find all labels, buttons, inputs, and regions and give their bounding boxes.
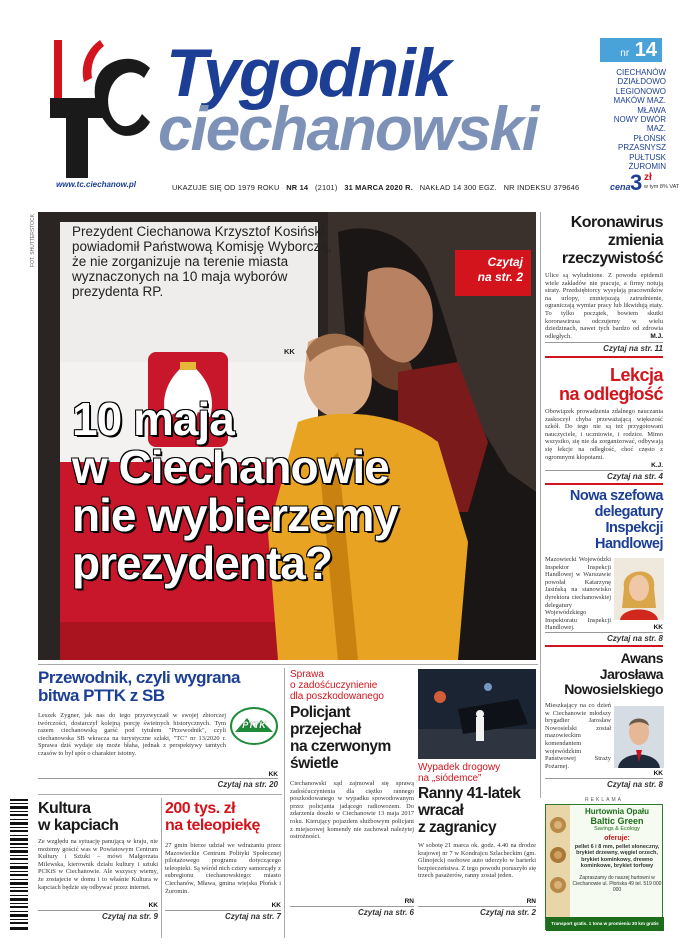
ad-wood-image — [546, 805, 570, 931]
kicker-line: Sprawa — [290, 669, 324, 680]
info-date: 31 MARCA 2020 R. — [344, 183, 413, 192]
article-coronavirus-title[interactable] — [545, 214, 663, 268]
article-coronavirus-sign: M.J. — [650, 333, 663, 340]
info-circulation: NAKŁAD 14 300 EGZ. — [419, 183, 497, 192]
title-line: świetle — [290, 755, 339, 772]
article-culture-text: Ze względu na sytuację panującą w kraju, nie możemy gościć was w Powiatowym Centrum Kultury i Sztuki – mówi Małgorzata Milewska, kierownik działu kultury i sztuki PCKiS w Ciechanowie. Ale wszyscy wiemy, że zostajecie w domu i to właśnie Kultura w kapciach będzie się odbywać przez internet. — [38, 838, 158, 891]
section-rule — [38, 794, 282, 795]
town-item: PRZASNYSZ — [617, 143, 666, 153]
article-trade-inspection-title[interactable] — [545, 488, 663, 552]
article-accident-kicker — [418, 762, 536, 784]
title-line: na teleopiekę — [165, 817, 260, 834]
ad-offer-head: oferuje: — [604, 835, 630, 842]
article-pttk-read-more[interactable]: Czytaj na str. 20 — [38, 778, 278, 789]
title-line: Ranny 41-latek — [418, 785, 521, 802]
pttk-logo-text: PTTK — [242, 720, 266, 730]
town-item: PUŁTUSK — [629, 152, 666, 162]
section-divider — [545, 356, 663, 358]
ad-company-line3: Savings & Ecology — [594, 826, 640, 832]
info-since: UKAZUJE SIĘ OD 1979 ROKU — [172, 183, 280, 192]
kicker-line: na „siódemce” — [418, 773, 482, 784]
town-item: ŻUROMIN — [628, 162, 666, 172]
hero-headline-line: prezydenta? — [72, 537, 332, 589]
portrait-firefighter-photo — [614, 706, 664, 768]
price-currency: zł — [644, 172, 652, 183]
title-line: z zagranicy — [418, 819, 497, 836]
article-trade-inspection-sign: KK — [653, 624, 663, 631]
title-line: Nowa szefowa — [569, 488, 663, 504]
article-grant-sign: KK — [271, 902, 281, 909]
article-accident-text: W sobotę 21 marca ok. godz. 4.40 na drodze krajowej nr 7 w Kondrajcu Szlacheckim (gm. Glinojeck) osobowe auto uderzyło w barierki bezpieczeństwa. Z tego powodu poruszyło się trzech pasażerów, ranny został jeden. — [418, 842, 536, 880]
title-line: rzeczywistość — [561, 250, 663, 267]
section-divider — [545, 483, 663, 485]
ad-company-line2: Baltic Green — [590, 816, 644, 826]
hero-badge-line2: na str. 2 — [477, 270, 523, 284]
portrait-woman — [614, 558, 664, 620]
info-index: NR INDEKSU 379646 — [503, 183, 580, 192]
article-accident-read-more[interactable]: Czytaj na str. 2 — [418, 906, 536, 917]
ad-company-line1: Hurtownia Opału — [585, 807, 649, 816]
hero-read-more-badge[interactable] — [455, 250, 531, 296]
bottom-top-rule — [38, 664, 538, 665]
kicker-line: Wypadek drogowy — [418, 762, 501, 773]
right-column-divider — [540, 212, 541, 798]
title-line: przejechał — [290, 721, 361, 738]
title-line: na odległość — [558, 384, 663, 404]
title-line: zmienia — [607, 232, 663, 249]
price-tag — [610, 170, 680, 196]
article-culture-title[interactable] — [38, 800, 158, 834]
hero-headline[interactable] — [72, 395, 512, 587]
column-divider — [161, 798, 162, 938]
kicker-line: dla poszkodowanego — [290, 691, 384, 702]
title-line: delegatury — [594, 504, 663, 520]
price-label: cena — [610, 182, 631, 192]
town-item: CIECHANÓW — [616, 68, 666, 77]
ad-offer-text: pellet 6 i 8 mm, pellet słoneczny, brykiet drzewny, węgiel orzech, brykiet kominkowy, drewno kominkowe, brykiet torfowy — [574, 844, 660, 870]
article-police-text: Ciechanowski sąd zajmował się sprawą zadośćuczynienia dla ciężko rannego poszkodowanego w wypadku spowodowanym przez policjanta jadącego radiowozem. Do zdarzenia doszło w Ciechanowie 13 maja 2017 roku. Kierujący pojazdem służbowym policjant z miejscowej komendy nie zachował należytej ostrożności. — [290, 780, 414, 841]
price-value: 3 — [630, 170, 643, 195]
article-promotion-title[interactable] — [545, 651, 663, 698]
title-line: wracał — [418, 802, 464, 819]
article-accident-sign: RN — [526, 898, 536, 905]
kicker-line: o zadośćuczynienie — [290, 680, 378, 691]
article-grant-text: 27 gmin bierze udział we wdrażaniu przez Mazowieckie Centrum Polityki Społecznej pilotażowego programu dotyczącego teleopieki. Są wśród nich cztery samorządy z subregionu ciechanowskiego: miasto Ciechanów, Mława, gmina wiejska Płońsk i Żuromin. — [165, 842, 281, 895]
article-remote-lessons-read-more[interactable]: Czytaj na str. 4 — [545, 470, 663, 481]
info-total: (2101) — [314, 183, 338, 192]
title-line: Awans — [620, 650, 663, 666]
article-grant-title[interactable] — [165, 800, 283, 834]
article-pttk-sign: KK — [268, 771, 278, 778]
title-line: Koronawirus — [570, 214, 663, 231]
hero-info-text: Prezydent Ciechanowa Krzysztof Kosiński powiadomił Państwową Komisję Wyborczą, że nie zorganizuje na terenie miasta wyznaczonych na 10 maja wyborów prezydenta RP. — [72, 224, 332, 299]
title-line: Lekcja — [609, 365, 663, 385]
article-remote-lessons-text: Obowiązek prowadzenia zdalnego nauczania zaskoczył chyba przeważającą większość szkół. Do tego nie są też przygotowani nauczyciele, i uczniowie, i rodzice. Mimo wszystko, się nie da zorganizować, odbywają się lekcje na odległość, choć często z ogromnymi kłopotami. — [545, 408, 663, 461]
article-remote-lessons-title[interactable] — [545, 366, 663, 404]
title-line: w kapciach — [38, 817, 119, 834]
title-line: Policjant — [290, 704, 351, 721]
town-item: MŁAWA — [637, 105, 666, 115]
hero-info-sign: KK — [284, 347, 295, 356]
title-line: na czerwonym — [290, 738, 391, 755]
town-item: LEGIONOWO — [615, 86, 666, 96]
ad-footer: Transport gratis. 1 tona w promieniu 30 km gratis — [546, 917, 664, 931]
article-police-title[interactable] — [290, 704, 414, 772]
article-pttk-text: Leszek Zygner, jak nas do tego przyzwyczaił w swojej zbiorczej twórczości, dostarczył kolejną porcję świetnych historycznych. Tym razem ciechanowską garść pod tytułem "Przewodnik", czyli ciechanowska SB wkracza na turystyczne szlaki, "TC" nr 13/2020 r. Sprawa dziś wydaje się może błaha, jednak z perspektywy tamtych czasów to był spór o charakter istotny. — [38, 712, 226, 757]
title-line: Kultura — [38, 800, 91, 817]
price-vat: w tym 8% VAT — [644, 184, 680, 190]
section-divider — [545, 645, 663, 647]
article-trade-inspection-read-more[interactable]: Czytaj na str. 8 — [545, 632, 663, 643]
article-culture-read-more[interactable]: Czytaj na str. 9 — [38, 910, 158, 921]
portrait-woman-photo — [614, 558, 664, 620]
title-line: Handlowej — [594, 536, 663, 552]
portrait-firefighter — [614, 706, 664, 768]
tc-logo-icon — [40, 38, 152, 183]
info-nr: NR 14 — [286, 183, 309, 192]
article-promotion-sign: KK — [653, 770, 663, 777]
column-divider — [284, 668, 285, 938]
town-item: DZIAŁDOWO — [617, 77, 666, 87]
article-culture-sign: KK — [148, 902, 158, 909]
title-line: Jarosława — [599, 665, 663, 682]
accident-photo-illustration — [418, 669, 536, 759]
article-grant-read-more[interactable]: Czytaj na str. 7 — [165, 910, 281, 921]
masthead-title-line1: Tygodnik — [166, 35, 450, 111]
article-promotion-read-more[interactable]: Czytaj na str. 8 — [545, 778, 663, 789]
article-coronavirus-read-more[interactable]: Czytaj na str. 11 — [545, 342, 663, 353]
pttk-logo — [229, 706, 279, 746]
title-line: bitwa PTTK z SB — [38, 686, 165, 705]
title-line: Nowosielskiego — [564, 681, 663, 697]
town-item: PŁOŃSK — [633, 133, 666, 143]
masthead-title-line2: ciechanowski — [158, 95, 538, 164]
issue-info-line — [172, 183, 592, 192]
article-police-read-more[interactable]: Czytaj na str. 6 — [290, 906, 414, 917]
article-promotion-text: Mieszkający na co dzień w Ciechanowie młodszy brygadier Jarosław Nowosielski został mazowieckim komendantem wojewódzkim Państwowej Straży Pożarnej. — [545, 702, 611, 770]
ad-wood-pellet-icon — [546, 805, 570, 931]
article-police-kicker — [290, 669, 410, 702]
article-accident-title[interactable] — [418, 785, 542, 836]
logo-url[interactable]: www.tc.ciechanow.pl — [56, 180, 136, 189]
issue-number: 14 — [634, 39, 657, 61]
article-coronavirus-text: Ulice są wyludnione. Z powodu epidemii wiele zakładów nie pracuje, a firmy notują straty. Przedsiębiorcy wysyłają pracowników na urlopy, zmniejszają zatrudnienie, ograniczają wymiar pracy lub likwidują etaty. To tylko początek, bowiem skutki koronawirusa odczujemy w wielu dziedzinach, nawet tych bardzo od zdrowia odległych. — [545, 272, 663, 340]
article-police-sign: RN — [404, 898, 414, 905]
issue-number-badge — [600, 38, 662, 62]
article-trade-inspection-text: Mazowiecki Wojewódzki Inspektor Inspekcji Handlowej w Warszawie powołał Katarzynę Jasińską na stanowisko dyrektora ciechanowskiej delegatury Wojewódzkiego Inspektoratu Inspekcji Handlowej. — [545, 556, 611, 632]
town-item: MAKÓW MAZ. — [613, 96, 666, 106]
barcode — [6, 795, 32, 935]
town-list — [600, 68, 666, 171]
town-item: NOWY DWÓR MAZ. — [613, 115, 666, 134]
ad-label: REKLAMA — [585, 797, 623, 803]
title-line: Inspekcji — [605, 520, 663, 536]
hero-headline-line: nie wybierzemy — [72, 489, 399, 541]
hero-headline-line: 10 maja — [72, 393, 234, 445]
tc-logo — [40, 38, 152, 196]
issue-prefix: nr — [620, 48, 630, 59]
barcode-icon — [6, 795, 32, 935]
hero-badge-line1: Czytaj — [487, 255, 523, 269]
title-line: 200 tys. zł — [165, 800, 236, 817]
ad-baltic-green[interactable] — [545, 804, 663, 930]
title-line: Przewodnik, czyli wygrana — [38, 668, 240, 687]
article-remote-lessons-sign: K.J. — [651, 462, 663, 469]
photo-credit: FOT. SHUTTERSTOCK — [30, 214, 36, 267]
article-pttk-title[interactable] — [38, 669, 278, 705]
accident-photo — [418, 669, 536, 759]
hero-headline-line: w Ciechanowie — [72, 441, 389, 493]
ad-contact: Zapraszamy do naszej hurtowni w Ciechanowie ul. Płońska 49 tel. 519 000 000 — [572, 875, 662, 893]
